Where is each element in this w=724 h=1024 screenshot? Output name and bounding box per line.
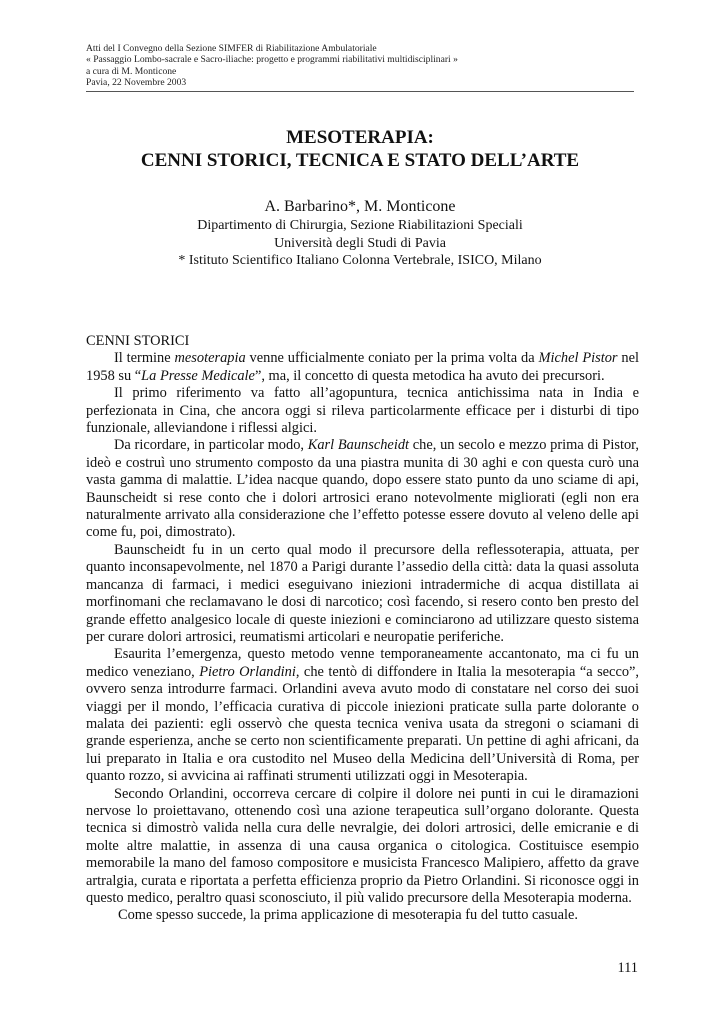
p3-text-2: che, un secolo e mezzo prima di Pistor, ideò e costruì uno strumento composto da una piastra munita di 30 aghi e con questa curò una vasta gamma di malattie. L’idea nacque quando, dopo essere stato punto da uno sciame di api, Baunscheidt si rese conto che i dolori artrosici erano notevolmente migliorati (egli non era naturalmente arrivato alla considerazione che l’effetto potesse essere dovuto al veleno delle api come fu, poi, dimostrato). xyxy=(86,437,639,541)
name-karl-baunscheidt: Karl Baunscheidt xyxy=(307,437,410,454)
name-michel-pistor: Michel Pistor xyxy=(538,350,618,367)
paragraph-7: Come spesso succede, la prima applicazione di mesoterapia fu del tutto casuale. xyxy=(118,907,578,924)
authors: A. Barbarino*, M. Monticone xyxy=(264,198,456,215)
title-line-2: CENNI STORICI, TECNICA E STATO DELL’ARTE xyxy=(140,150,580,171)
p3-text-1: Da ricordare, in particolar modo, xyxy=(114,437,308,454)
header-topic: « Passaggio Lombo-sacrale e Sacro-iliache: progetto e programmi riabilitativi multidisciplinari » xyxy=(86,54,458,66)
title-line-1: MESOTERAPIA: xyxy=(286,127,434,148)
affiliation-department: Dipartimento di Chirurgia, Sezione Riabilitazioni Speciali xyxy=(197,218,523,233)
journal-la-presse-medicale: La Presse Medicale xyxy=(141,367,255,384)
affiliations xyxy=(86,217,634,270)
paragraph-5 xyxy=(86,646,639,785)
paper-title xyxy=(86,126,634,172)
paragraph-3 xyxy=(86,437,639,541)
page-number: 111 xyxy=(617,960,638,976)
term-mesoterapia: mesoterapia xyxy=(174,350,246,367)
p5-text-1: Esaurita l’emergenza, questo metodo venne temporaneamente accantonato, ma ci fu un medico veneziano, xyxy=(86,646,639,680)
running-header xyxy=(86,43,634,92)
section-heading: CENNI STORICI xyxy=(86,333,190,349)
header-place-date: Pavia, 22 Novembre 2003 xyxy=(86,77,187,89)
body-text xyxy=(86,333,639,925)
p5-text-2: , che tentò di diffondere in Italia la mesoterapia “a secco”, ovvero senza introdurre farmaci. Orlandini aveva avuto modo di constatare nel corso dei suoi viaggi per il mondo, l’efficacia curativa di piccole iniezioni praticate sulla parte dolorante o malata dei pazienti: egli osservò che questa tecnica veniva usata da stregoni o sciamani di grande esperienza, anche se certo non scientificamente preparati. Un pettine di aghi africani, da lui preparato in Italia e ora custodito nel Museo della Medicina dell’Università di Roma, per quanto rozzo, si avvicina ai raffinati strumenti utilizzati oggi in Mesoterapia. xyxy=(86,663,640,785)
paragraph-6: Secondo Orlandini, occorreva cercare di colpire il dolore nei punti in cui le diramazioni nervose lo proiettavano, ottenendo così una azione terapeutica sull’organo dolorante. Questa tecnica si dimostrò valida nella cura delle nevralgie, dei dolori artrosici, delle emicranie e di molte altre malattie, in assenza di una causa organica o citologica. Costituisce esempio memorabile la mano del famoso compositore e musicista Francesco Malipiero, affetto da grave artralgia, curata e riportata a perfetta efficienza proprio da Pietro Orlandini. Si riconosce oggi in questo medico, peraltro quasi sconosciuto, il più valido precursore della Mesoterapia moderna. xyxy=(86,785,639,906)
header-conference: Atti del I Convegno della Sezione SIMFER di Riabilitazione Ambulatoriale xyxy=(86,43,377,54)
p1-text-2: venne ufficialmente coniato per la prima volta da xyxy=(245,350,539,367)
header-editor: a cura di M. Monticone xyxy=(86,65,177,77)
paragraph-2: Il primo riferimento va fatto all’agopuntura, tecnica antichissima nata in India e perfezionata in Cina, che ancora oggi si rileva particolarmente efficace per i disturbi di tipo funzionale, alleviandone i riflessi algici. xyxy=(86,385,639,437)
name-pietro-orlandini: Pietro Orlandini xyxy=(199,663,296,680)
paragraph-1 xyxy=(86,350,639,385)
p1-text-4: ”, ma, il concetto di questa metodica ha avuto dei precursori. xyxy=(254,367,605,384)
paragraph-4: Baunscheidt fu in un certo qual modo il precursore della reflessoterapia, attuata, per quanto inconsapevolmente, nel 1870 a Parigi durante l’assedio della città: data la quasi assoluta mancanza di farmaci, i medici eseguivano iniezioni intradermiche di acqua distillata ai morfinomani che reclamavano le dosi di narcotico; così facendo, si resero conto ben presto del grande effetto analgesico locale di queste iniezioni e cominciarono ad utilizzare questo sistema per curare dolori artrosici, reumatismi articolari e neuropatie periferiche. xyxy=(86,541,639,645)
affiliation-university: Università degli Studi di Pavia xyxy=(274,235,446,251)
affiliation-isico: * Istituto Scientifico Italiano Colonna Vertebrale, ISICO, Milano xyxy=(178,253,542,268)
p1-text-3: nel 1958 su “ xyxy=(86,350,639,384)
p1-text-1: Il termine xyxy=(114,350,175,367)
